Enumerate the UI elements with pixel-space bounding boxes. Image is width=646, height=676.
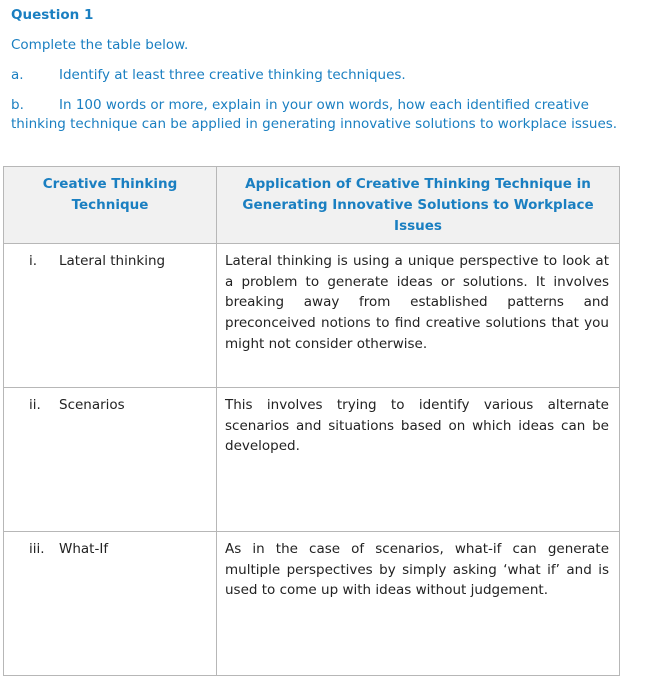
technique-cell xyxy=(4,532,217,676)
part-b xyxy=(11,96,621,134)
header-application: Application of Creative Thinking Technique in Generating Innovative Solutions to Workplace Issues xyxy=(217,167,620,244)
technique-name: Lateral thinking xyxy=(59,253,166,269)
part-a xyxy=(11,67,406,83)
table-row xyxy=(4,244,620,388)
part-b-text: In 100 words or more, explain in your own words, how each identified creative thinking technique can be applied in generating innovative solutions to workplace issues. xyxy=(11,97,618,132)
header-technique: Creative Thinking Technique xyxy=(4,167,217,244)
table-row xyxy=(4,388,620,532)
application-cell: Lateral thinking is using a unique perspective to look at a problem to generate ideas or solutions. It involves breaking away from established patterns and preconceived notions to find creative solutions that you might not consider otherwise. xyxy=(217,244,620,388)
row-number: ii. xyxy=(29,397,41,413)
question-title: Question 1 xyxy=(11,7,94,23)
application-cell: This involves trying to identify various alternate scenarios and situations based on which ideas can be developed. xyxy=(217,388,620,532)
technique-name: What-If xyxy=(59,541,109,557)
technique-cell xyxy=(4,244,217,388)
table-header-row xyxy=(4,167,620,244)
row-number: i. xyxy=(29,253,38,269)
row-number: iii. xyxy=(29,541,45,557)
technique-name: Scenarios xyxy=(59,397,125,413)
application-cell: As in the case of scenarios, what-if can generate multiple perspectives by simply asking ‘what if’ and is used to come up with ideas without judgement. xyxy=(217,532,620,676)
part-a-marker: a. xyxy=(11,67,24,83)
technique-cell xyxy=(4,388,217,532)
part-a-text: Identify at least three creative thinking techniques. xyxy=(59,67,406,83)
instruction: Complete the table below. xyxy=(11,37,189,53)
techniques-table xyxy=(3,166,620,676)
table-row xyxy=(4,532,620,676)
part-b-marker: b. xyxy=(11,97,24,113)
